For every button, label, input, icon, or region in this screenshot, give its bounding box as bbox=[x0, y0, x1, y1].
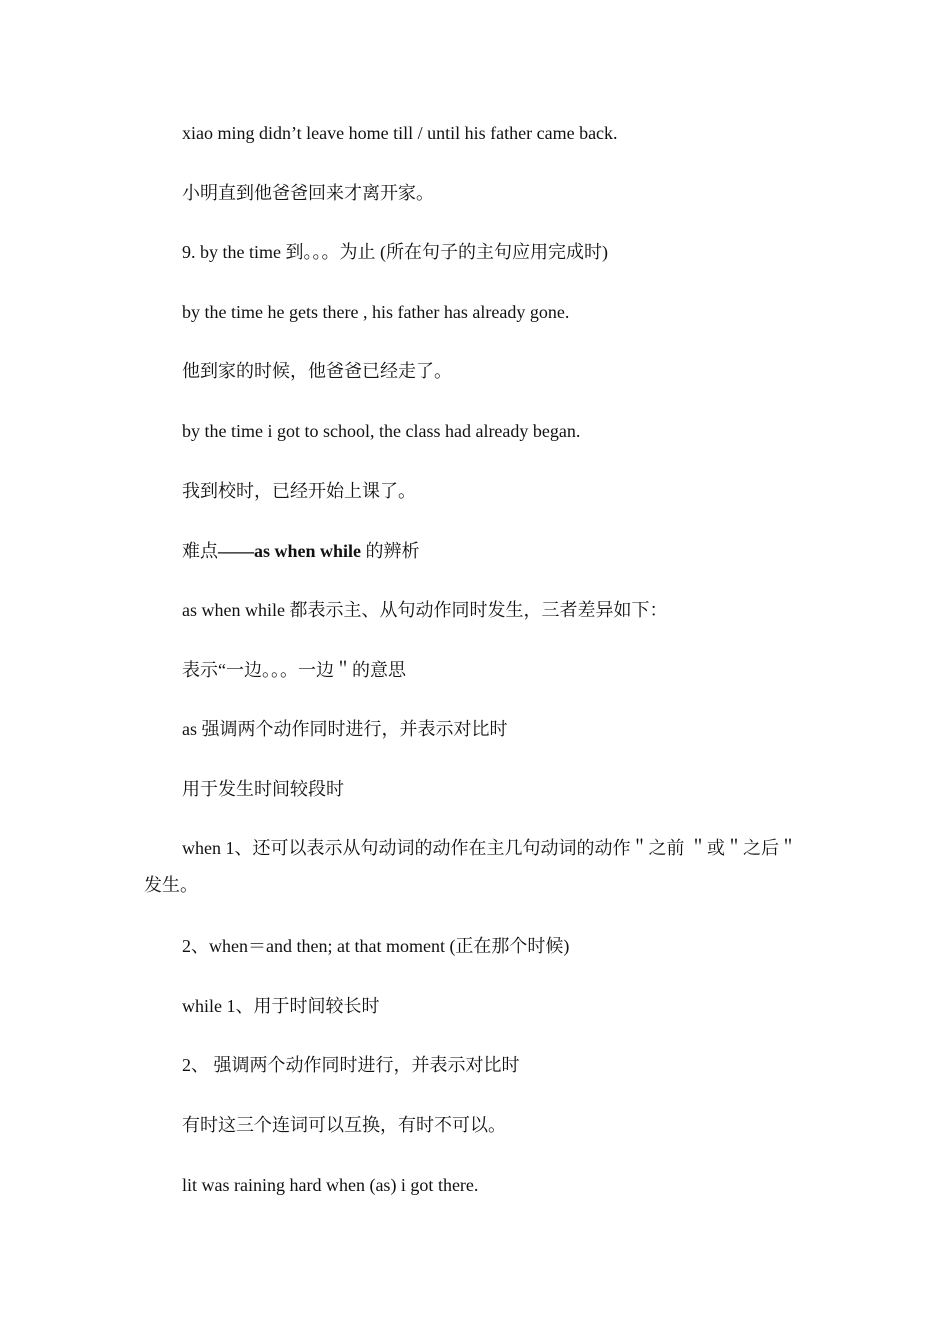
text-line: 他到家的时候，他爸爸已经走了。 bbox=[182, 361, 452, 381]
section-heading bbox=[182, 540, 420, 562]
text-line: 我到校时，已经开始上课了。 bbox=[182, 481, 416, 501]
text-line: as 强调两个动作同时进行，并表示对比时 bbox=[182, 719, 508, 739]
text-line: while 1、用于时间较长时 bbox=[182, 996, 380, 1016]
text-line: by the time he gets there , his father has already gone. bbox=[182, 302, 570, 322]
heading-suffix: 的辨析 bbox=[361, 541, 420, 561]
heading-prefix: 难点 bbox=[182, 541, 218, 561]
text-line: 9. by the time 到。。。为止 (所在句子的主句应用完成时) bbox=[182, 242, 608, 262]
text-line: 2、when＝and then; at that moment (正在那个时候) bbox=[182, 936, 570, 956]
text-line: 用于发生时间较段时 bbox=[182, 779, 344, 799]
heading-bold: ——as when while bbox=[218, 541, 362, 561]
when-paragraph: when 1、还可以表示从句动词的动作在主几句动词的动作＂之前 ＂或＂之后＂发生。 bbox=[144, 838, 797, 895]
text-line: 有时这三个连词可以互换，有时不可以。 bbox=[182, 1115, 506, 1135]
text-line: as when while 都表示主、从句动作同时发生，三者差异如下： bbox=[182, 600, 668, 620]
text-line: 表示“一边。。。一边＂的意思 bbox=[182, 660, 406, 680]
text-line: by the time i got to school, the class had already began. bbox=[182, 421, 581, 441]
text-line: xiao ming didn’t leave home till / until his father came back. bbox=[182, 123, 618, 143]
text-line: lit was raining hard when (as) i got there. bbox=[182, 1175, 479, 1195]
text-line: 小明直到他爸爸回来才离开家。 bbox=[182, 183, 434, 203]
text-line: 2、 强调两个动作同时进行，并表示对比时 bbox=[182, 1055, 520, 1075]
